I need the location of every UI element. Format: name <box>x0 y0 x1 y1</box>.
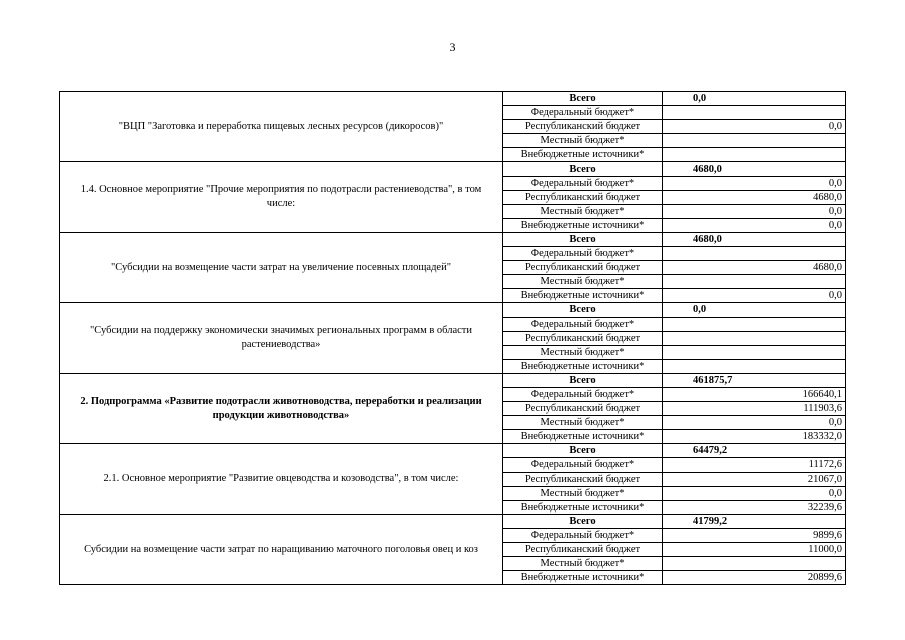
funding-amount <box>663 148 846 162</box>
funding-amount: 11172,6 <box>663 458 846 472</box>
section-title: Субсидии на возмещение части затрат по наращиванию маточного поголовья овец и коз <box>60 514 503 584</box>
funding-amount: 0,0 <box>663 289 846 303</box>
total-amount: 4680,0 <box>663 162 846 176</box>
total-amount: 41799,2 <box>663 514 846 528</box>
funding-source-label: Федеральный бюджет* <box>503 176 663 190</box>
page-number: 3 <box>449 40 456 54</box>
funding-source-label: Федеральный бюджет* <box>503 458 663 472</box>
funding-source-label: Местный бюджет* <box>503 134 663 148</box>
total-label: Всего <box>503 373 663 387</box>
total-amount: 461875,7 <box>663 373 846 387</box>
funding-source-label: Республиканский бюджет <box>503 402 663 416</box>
table-row <box>60 303 846 317</box>
total-amount: 4680,0 <box>663 232 846 246</box>
funding-amount <box>663 134 846 148</box>
funding-amount: 20899,6 <box>663 571 846 585</box>
table-row <box>60 444 846 458</box>
total-amount: 0,0 <box>663 92 846 106</box>
section-title: 2.1. Основное мероприятие "Развитие овцеводства и козоводства", в том числе: <box>60 444 503 514</box>
budget-table-body <box>60 92 846 585</box>
funding-source-label: Внебюджетные источники* <box>503 359 663 373</box>
funding-source-label: Республиканский бюджет <box>503 120 663 134</box>
table-row <box>60 514 846 528</box>
funding-amount: 0,0 <box>663 204 846 218</box>
funding-amount <box>663 345 846 359</box>
funding-amount: 111903,6 <box>663 402 846 416</box>
funding-source-label: Местный бюджет* <box>503 557 663 571</box>
section-title: 1.4. Основное мероприятие "Прочие мероприятия по подотрасли растениеводства", в том числе: <box>60 162 503 232</box>
funding-source-label: Федеральный бюджет* <box>503 106 663 120</box>
funding-amount <box>663 331 846 345</box>
funding-source-label: Местный бюджет* <box>503 416 663 430</box>
funding-source-label: Внебюджетные источники* <box>503 218 663 232</box>
total-label: Всего <box>503 232 663 246</box>
funding-amount: 166640,1 <box>663 387 846 401</box>
budget-table <box>59 91 846 585</box>
section-title: 2. Подпрограмма «Развитие подотрасли животноводства, переработки и реализации продукции животноводства» <box>60 373 503 443</box>
funding-amount: 11000,0 <box>663 543 846 557</box>
funding-amount: 0,0 <box>663 416 846 430</box>
funding-source-label: Республиканский бюджет <box>503 472 663 486</box>
funding-amount: 0,0 <box>663 120 846 134</box>
table-row <box>60 92 846 106</box>
funding-source-label: Местный бюджет* <box>503 345 663 359</box>
funding-amount <box>663 247 846 261</box>
funding-amount: 0,0 <box>663 486 846 500</box>
funding-amount: 32239,6 <box>663 500 846 514</box>
funding-source-label: Местный бюджет* <box>503 486 663 500</box>
funding-amount <box>663 317 846 331</box>
funding-amount <box>663 557 846 571</box>
funding-source-label: Внебюджетные источники* <box>503 500 663 514</box>
funding-amount: 183332,0 <box>663 430 846 444</box>
funding-amount: 21067,0 <box>663 472 846 486</box>
funding-source-label: Местный бюджет* <box>503 204 663 218</box>
funding-source-label: Внебюджетные источники* <box>503 571 663 585</box>
funding-source-label: Республиканский бюджет <box>503 331 663 345</box>
funding-amount: 4680,0 <box>663 190 846 204</box>
total-label: Всего <box>503 444 663 458</box>
table-row <box>60 232 846 246</box>
total-label: Всего <box>503 162 663 176</box>
funding-source-label: Внебюджетные источники* <box>503 289 663 303</box>
funding-source-label: Федеральный бюджет* <box>503 528 663 542</box>
funding-amount: 0,0 <box>663 176 846 190</box>
section-title: "Субсидии на поддержку экономически значимых региональных программ в области растениеводства» <box>60 303 503 373</box>
table-row <box>60 373 846 387</box>
total-label: Всего <box>503 303 663 317</box>
funding-amount: 9899,6 <box>663 528 846 542</box>
funding-source-label: Республиканский бюджет <box>503 543 663 557</box>
funding-amount: 0,0 <box>663 218 846 232</box>
funding-source-label: Республиканский бюджет <box>503 190 663 204</box>
funding-source-label: Республиканский бюджет <box>503 261 663 275</box>
funding-source-label: Внебюджетные источники* <box>503 430 663 444</box>
section-title: "ВЦП "Заготовка и переработка пищевых лесных ресурсов (дикоросов)" <box>60 92 503 162</box>
funding-amount: 4680,0 <box>663 261 846 275</box>
section-title: "Субсидии на возмещение части затрат на увеличение посевных площадей" <box>60 232 503 302</box>
funding-source-label: Федеральный бюджет* <box>503 387 663 401</box>
total-label: Всего <box>503 514 663 528</box>
total-amount: 64479,2 <box>663 444 846 458</box>
total-amount: 0,0 <box>663 303 846 317</box>
funding-source-label: Федеральный бюджет* <box>503 317 663 331</box>
funding-source-label: Местный бюджет* <box>503 275 663 289</box>
total-label: Всего <box>503 92 663 106</box>
funding-amount <box>663 275 846 289</box>
funding-amount <box>663 359 846 373</box>
funding-source-label: Внебюджетные источники* <box>503 148 663 162</box>
funding-amount <box>663 106 846 120</box>
table-row <box>60 162 846 176</box>
funding-source-label: Федеральный бюджет* <box>503 247 663 261</box>
